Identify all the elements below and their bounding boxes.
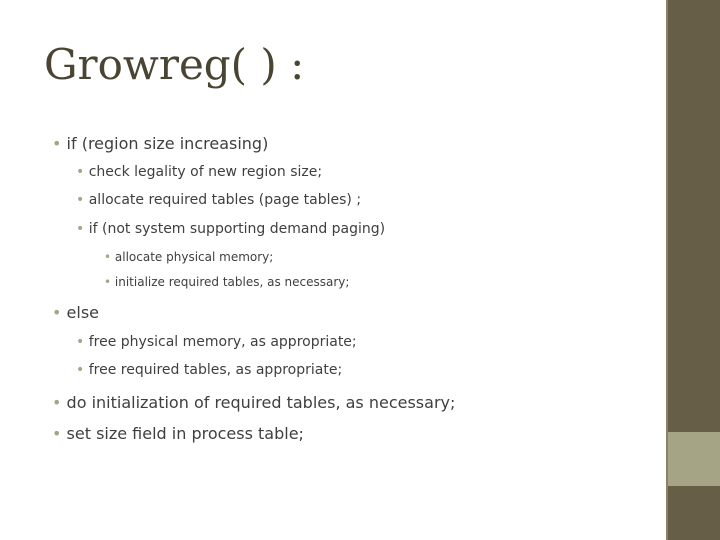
list-item-text: allocate required tables (page tables) ;: [88, 192, 362, 208]
list-item-text: do initialization of required tables, as necessary;: [66, 393, 456, 412]
list-item: [76, 192, 361, 208]
list-item: [104, 250, 273, 264]
list-item: [52, 134, 268, 153]
bullet-icon: •: [104, 275, 112, 289]
bullet-icon: •: [104, 250, 112, 264]
bullet-icon: •: [52, 424, 62, 443]
bullet-icon: •: [52, 303, 62, 322]
list-item-text: free required tables, as appropriate;: [88, 362, 343, 378]
list-item: [76, 164, 322, 180]
bullet-icon: •: [76, 164, 85, 180]
list-item-text: check legality of new region size;: [88, 164, 323, 180]
list-item: [52, 424, 304, 443]
bullet-icon: •: [52, 134, 62, 153]
bullet-icon: •: [76, 192, 85, 208]
list-item-text: if (not system supporting demand paging): [88, 221, 386, 237]
bullet-icon: •: [76, 362, 85, 378]
slide-title: Growreg( ) :: [44, 40, 305, 89]
list-item: [76, 334, 357, 350]
list-item-text: allocate physical memory;: [114, 250, 274, 264]
list-item-text: set size field in process table;: [66, 424, 304, 443]
list-item: [52, 303, 99, 322]
bullet-icon: •: [76, 221, 85, 237]
list-item-text: free physical memory, as appropriate;: [88, 334, 357, 350]
list-item-text: initialize required tables, as necessary;: [114, 275, 350, 289]
bullet-icon: •: [76, 334, 85, 350]
list-item: [104, 275, 349, 289]
list-item-text: if (region size increasing): [66, 134, 269, 153]
sidebar-accent-block: [668, 432, 720, 486]
list-item-text: else: [66, 303, 99, 322]
list-item: [52, 393, 455, 412]
list-item: [76, 362, 342, 378]
bullet-icon: •: [52, 393, 62, 412]
list-item: [76, 221, 385, 237]
